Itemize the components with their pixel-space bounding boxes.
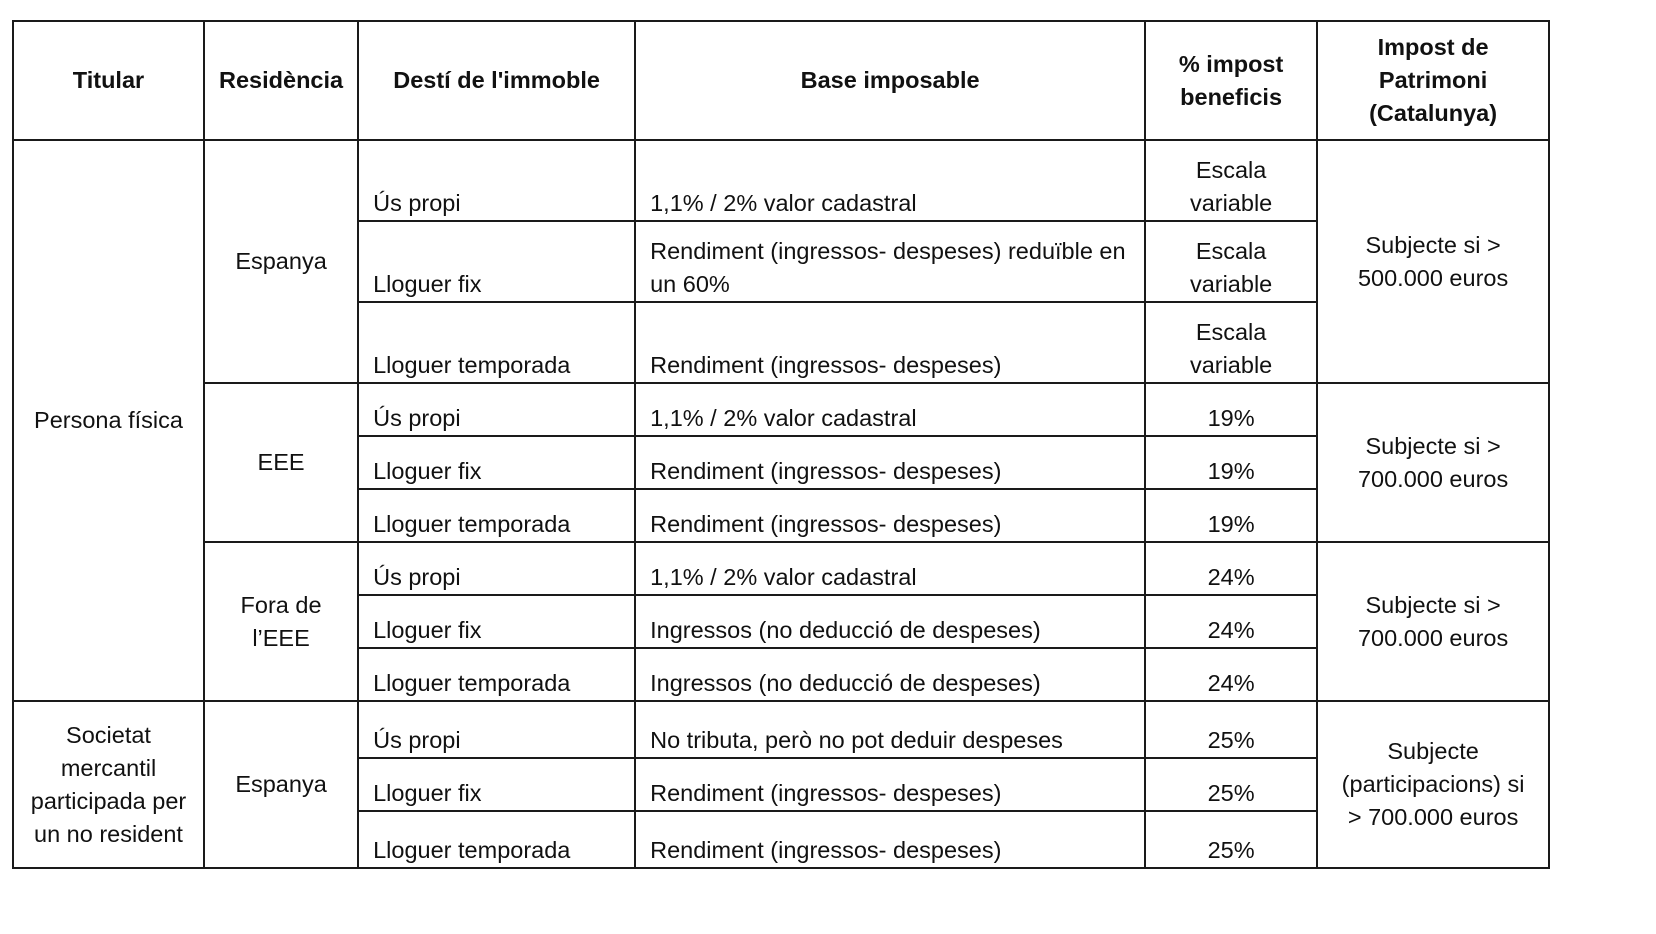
base-cell: Rendiment (ingressos- despeses) <box>635 436 1145 489</box>
residencia-cell: Espanya <box>204 140 358 383</box>
header-desti: Destí de l'immoble <box>358 21 635 140</box>
desti-cell: Lloguer temporada <box>358 302 635 383</box>
base-cell: Ingressos (no deducció de despeses) <box>635 595 1145 648</box>
base-cell: Rendiment (ingressos- despeses) <box>635 489 1145 542</box>
base-cell: Rendiment (ingressos- despeses) <box>635 302 1145 383</box>
header-residencia: Residència <box>204 21 358 140</box>
desti-cell: Lloguer fix <box>358 758 635 811</box>
pct-cell: 19% <box>1145 489 1317 542</box>
base-cell: Ingressos (no deducció de despeses) <box>635 648 1145 701</box>
table-row <box>13 383 1549 436</box>
pct-cell: 25% <box>1145 758 1317 811</box>
table-row <box>13 701 1549 758</box>
pct-cell: 24% <box>1145 595 1317 648</box>
desti-cell: Lloguer fix <box>358 436 635 489</box>
base-cell: 1,1% / 2% valor cadastral <box>635 542 1145 595</box>
desti-cell: Lloguer fix <box>358 221 635 302</box>
base-cell: 1,1% / 2% valor cadastral <box>635 383 1145 436</box>
desti-cell: Lloguer fix <box>358 595 635 648</box>
table-row <box>13 140 1549 221</box>
pct-cell: 24% <box>1145 648 1317 701</box>
desti-cell: Lloguer temporada <box>358 648 635 701</box>
tax-comparison-table <box>12 20 1550 869</box>
base-cell: No tributa, però no pot deduir despeses <box>635 701 1145 758</box>
residencia-cell: Fora de l’EEE <box>204 542 358 701</box>
base-cell: Rendiment (ingressos- despeses) <box>635 811 1145 868</box>
residencia-cell: EEE <box>204 383 358 542</box>
desti-cell: Ús propi <box>358 701 635 758</box>
titular-cell: Persona física <box>13 140 204 701</box>
desti-cell: Lloguer temporada <box>358 489 635 542</box>
residencia-cell: Espanya <box>204 701 358 868</box>
base-cell: Rendiment (ingressos- despeses) <box>635 758 1145 811</box>
pct-cell: Escala variable <box>1145 140 1317 221</box>
patrimoni-cell: Subjecte si > 700.000 euros <box>1317 542 1549 701</box>
pct-cell: Escala variable <box>1145 221 1317 302</box>
desti-cell: Lloguer temporada <box>358 811 635 868</box>
pct-cell: Escala variable <box>1145 302 1317 383</box>
desti-cell: Ús propi <box>358 542 635 595</box>
desti-cell: Ús propi <box>358 140 635 221</box>
table-row <box>13 542 1549 595</box>
header-pct-impost: % impost beneficis <box>1145 21 1317 140</box>
header-impost-patrimoni: Impost de Patrimoni (Catalunya) <box>1317 21 1549 140</box>
pct-cell: 25% <box>1145 701 1317 758</box>
titular-cell: Societat mercantil participada per un no resident <box>13 701 204 868</box>
header-titular: Titular <box>13 21 204 140</box>
pct-cell: 24% <box>1145 542 1317 595</box>
header-row <box>13 21 1549 140</box>
desti-cell: Ús propi <box>358 383 635 436</box>
pct-cell: 25% <box>1145 811 1317 868</box>
patrimoni-cell: Subjecte si > 500.000 euros <box>1317 140 1549 383</box>
pct-cell: 19% <box>1145 436 1317 489</box>
base-cell: 1,1% / 2% valor cadastral <box>635 140 1145 221</box>
patrimoni-cell: Subjecte si > 700.000 euros <box>1317 383 1549 542</box>
pct-cell: 19% <box>1145 383 1317 436</box>
base-cell: Rendiment (ingressos- despeses) reduïble en un 60% <box>635 221 1145 302</box>
header-base-imposable: Base imposable <box>635 21 1145 140</box>
patrimoni-cell: Subjecte (participacions) si > 700.000 euros <box>1317 701 1549 868</box>
